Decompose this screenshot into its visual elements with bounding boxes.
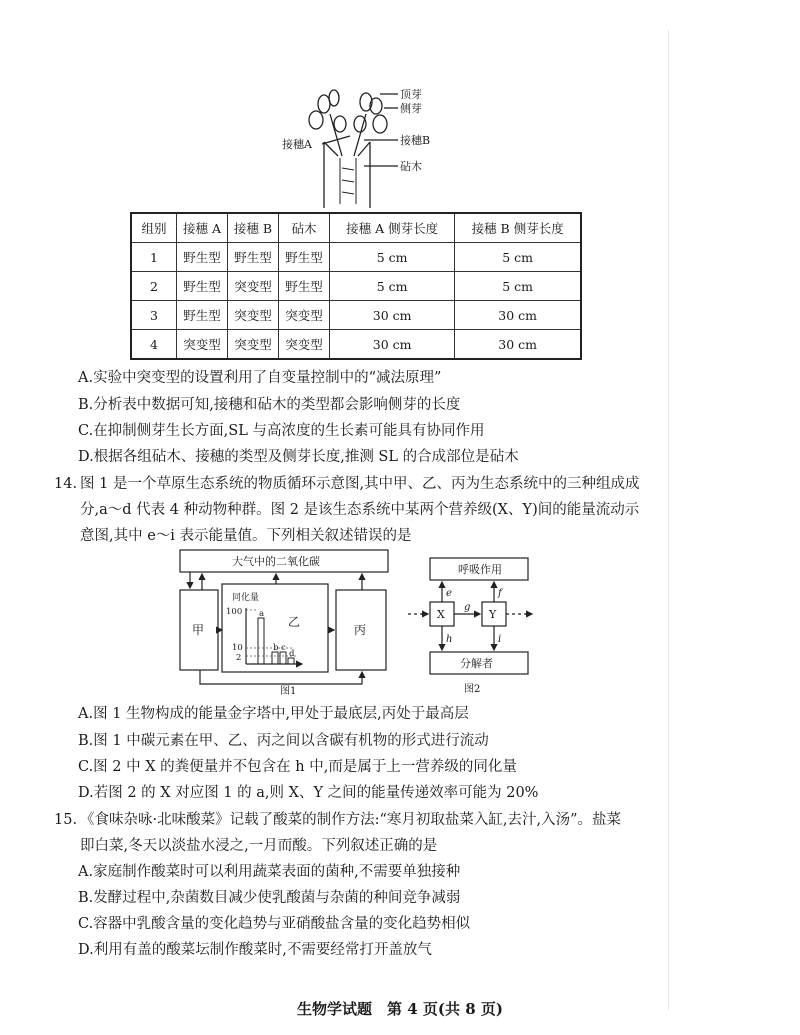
table-cell: 野生型 — [228, 243, 279, 272]
table-cell: 突变型 — [279, 330, 330, 360]
leaf — [309, 111, 323, 129]
fig1-bar-label: d — [289, 649, 295, 659]
table-cell: 4 — [131, 330, 177, 360]
table-header: 接穗 B — [228, 213, 279, 243]
fig1-left-label: 甲 — [192, 623, 205, 637]
q15-option-c: C.容器中乳酸含量的变化趋势与亚硝酸盐含量的变化趋势相似 — [78, 916, 471, 932]
leaf — [354, 116, 366, 132]
figure-1-carbon-cycle — [176, 548, 394, 696]
q13-option-d: D.根据各组砧木、接穗的类型及侧芽长度,推测 SL 的合成部位是砧木 — [78, 449, 519, 465]
table-row — [131, 243, 581, 272]
q15-option-d: D.利用有盖的酸菜坛制作酸菜时,不需要经常打开盖放气 — [78, 942, 432, 958]
q15-option-b: B.发酵过程中,杂菌数目减少使乳酸菌与杂菌的种间竞争减弱 — [78, 890, 461, 906]
table-cell: 5 cm — [330, 272, 455, 301]
q15-stem-line: 即白菜,冬天以淡盐水浸之,一月而酸。下列叙述正确的是 — [80, 838, 438, 854]
table-cell: 5 cm — [455, 243, 581, 272]
q15-stem-line: 《食味杂咏·北味酸菜》记载了酸菜的制作方法:“寒月初取盐菜入缸,去汁,入汤”。盐菜 — [80, 812, 622, 828]
page-footer: 生物学试题 第 4 页(共 8 页) — [297, 1000, 503, 1018]
q14-stem-line: 意图,其中 e～i 表示能量值。下列相关叙述错误的是 — [80, 528, 412, 544]
q14-number: 14. — [54, 476, 78, 492]
fig2-flow-f: f — [498, 588, 502, 599]
table-cell: 30 cm — [455, 301, 581, 330]
leaf — [334, 116, 346, 132]
q15-option-a: A.家庭制作酸菜时可以利用蔬菜表面的菌种,不需要单独接种 — [78, 864, 461, 880]
q14-option-b: B.图 1 中碳元素在甲、乙、丙之间以含碳有机物的形式进行流动 — [78, 733, 489, 749]
table-cell: 突变型 — [228, 272, 279, 301]
table-row — [131, 272, 581, 301]
grafting-figure — [280, 84, 450, 208]
leaf — [329, 90, 339, 106]
q14-stem-line: 图 1 是一个草原生态系统的物质循环示意图,其中甲、乙、丙为生态系统中的三种组成成 — [80, 476, 640, 492]
table-row — [131, 301, 581, 330]
fig1-right-label: 丙 — [354, 623, 367, 637]
fig1-tick: 100 — [226, 607, 243, 617]
table-cell: 30 cm — [330, 301, 455, 330]
table-cell: 突变型 — [177, 330, 228, 360]
table-cell: 突变型 — [228, 301, 279, 330]
table-header: 接穗 A 侧芽长度 — [330, 213, 455, 243]
table-cell: 野生型 — [279, 243, 330, 272]
table-cell: 野生型 — [177, 243, 228, 272]
fig1-tick: 10 — [232, 643, 243, 653]
fig1-bar-a — [258, 618, 264, 664]
fig2-y-label: Y — [489, 608, 497, 621]
q13-option-b: B.分析表中数据可知,接穗和砧木的类型都会影响侧芽的长度 — [78, 397, 461, 413]
q14-option-d: D.若图 2 的 X 对应图 1 的 a,则 X、Y 之间的能量传递效率可能为 20% — [78, 785, 539, 801]
fig1-bar-label: a — [259, 609, 265, 619]
fig2-flow-g: g — [464, 602, 471, 613]
fig1-bar-c — [280, 652, 286, 664]
table-header: 砧木 — [279, 213, 330, 243]
label-rootstock: 砧木 — [400, 160, 422, 173]
fig1-tick: 2 — [236, 653, 242, 663]
table-row — [131, 330, 581, 360]
table-cell: 5 cm — [455, 272, 581, 301]
figure-2-energy-flow — [408, 556, 544, 696]
fig2-flow-e: e — [446, 588, 452, 599]
table-cell: 突变型 — [279, 301, 330, 330]
fig2-decomposer-label: 分解者 — [460, 657, 493, 670]
fig1-caption: 图1 — [280, 686, 297, 696]
table-header-row — [131, 213, 581, 243]
leaf — [373, 115, 387, 133]
q14-stem-line: 分,a～d 代表 4 种动物种群。图 2 是该生态系统中某两个营养级(X、Y)间的能量流动示 — [80, 502, 640, 518]
fig1-bar-b — [272, 652, 278, 664]
q14-option-a: A.图 1 生物构成的能量金字塔中,甲处于最底层,丙处于最高层 — [78, 706, 469, 722]
page-edge-shadow — [668, 30, 669, 1010]
table-header: 接穗 A — [177, 213, 228, 243]
label-scion-a: 接穗A — [282, 138, 312, 151]
table-cell: 野生型 — [279, 272, 330, 301]
table-header: 组别 — [131, 213, 177, 243]
table-cell: 突变型 — [228, 330, 279, 360]
q13-option-c: C.在抑制侧芽生长方面,SL 与高浓度的生长素可能具有协同作用 — [78, 423, 485, 439]
table-cell: 2 — [131, 272, 177, 301]
leaf — [318, 95, 330, 113]
fig1-axis-label: 同化量 — [232, 593, 260, 603]
fig1-bar-label: c — [281, 643, 286, 653]
fig1-bar-label: b — [273, 643, 279, 653]
fig2-caption: 图2 — [464, 684, 481, 695]
q13-option-a: A.实验中突变型的设置利用了自变量控制中的“减法原理” — [78, 370, 442, 386]
table-cell: 3 — [131, 301, 177, 330]
fig2-x-label: X — [437, 608, 445, 621]
label-apical-bud: 顶芽 — [400, 88, 422, 101]
fig1-middle-label: 乙 — [288, 615, 301, 629]
table-cell: 野生型 — [177, 272, 228, 301]
table-cell: 野生型 — [177, 301, 228, 330]
table-cell: 1 — [131, 243, 177, 272]
table-cell: 5 cm — [330, 243, 455, 272]
label-scion-b: 接穗B — [400, 134, 431, 147]
q14-option-c: C.图 2 中 X 的粪便量并不包含在 h 中,而是属于上一营养级的同化量 — [78, 759, 517, 775]
rootstock-body — [324, 142, 370, 208]
fig1-top-label: 大气中的二氧化碳 — [232, 555, 320, 568]
table-cell: 30 cm — [330, 330, 455, 360]
q15-number: 15. — [54, 812, 78, 828]
label-lateral-bud: 侧芽 — [400, 102, 422, 115]
fig2-respiration-label: 呼吸作用 — [458, 563, 502, 576]
fig2-flow-h: h — [446, 634, 453, 645]
fig2-flow-i: i — [498, 634, 502, 645]
grafting-results-table — [130, 212, 582, 360]
table-header: 接穗 B 侧芽长度 — [455, 213, 581, 243]
table-cell: 30 cm — [455, 330, 581, 360]
